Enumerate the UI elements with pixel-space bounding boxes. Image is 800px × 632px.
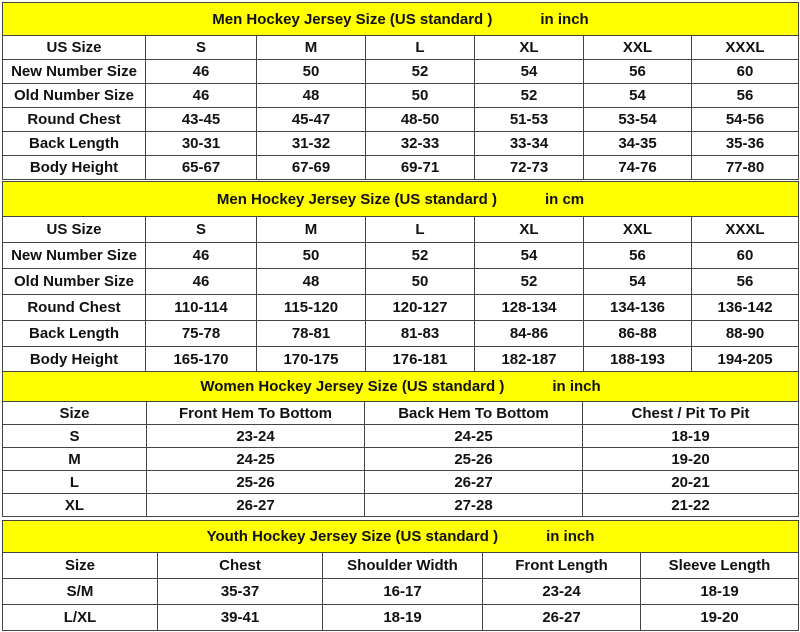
table-cell: 48 [257, 84, 366, 108]
table-cell: 60 [692, 243, 799, 269]
table-row [3, 295, 799, 321]
table-cell: 115-120 [257, 295, 366, 321]
header-row [3, 36, 799, 60]
table-cell: 24-25 [147, 448, 365, 471]
column-header: S [146, 36, 257, 60]
row-label: Old Number Size [3, 269, 146, 295]
table-cell: 52 [475, 269, 584, 295]
table-cell: 20-21 [583, 471, 799, 494]
header-row [3, 553, 799, 579]
table-cell: 69-71 [366, 156, 475, 180]
table-cell: 170-175 [257, 347, 366, 373]
table-cell: 27-28 [365, 494, 583, 517]
column-header: XXXL [692, 36, 799, 60]
table-row [3, 605, 799, 631]
column-header: Size [3, 402, 147, 425]
table-cell: 54 [584, 269, 692, 295]
column-header: XXL [584, 36, 692, 60]
table-cell: 54 [584, 84, 692, 108]
column-header: M [257, 217, 366, 243]
men-inch-table [2, 2, 799, 180]
table-row [3, 494, 799, 517]
table-cell: 18-19 [583, 425, 799, 448]
table-cell: 56 [692, 269, 799, 295]
table-cell: 128-134 [475, 295, 584, 321]
table-cell: 67-69 [257, 156, 366, 180]
column-header: Front Hem To Bottom [147, 402, 365, 425]
column-header: Shoulder Width [323, 553, 483, 579]
table-cell: 46 [146, 84, 257, 108]
table-cell: 52 [366, 60, 475, 84]
row-label: Round Chest [3, 108, 146, 132]
table-cell: 48 [257, 269, 366, 295]
table-cell: 24-25 [365, 425, 583, 448]
table-cell: 50 [366, 269, 475, 295]
row-label: XL [3, 494, 147, 517]
table-cell: 53-54 [584, 108, 692, 132]
column-header: Back Hem To Bottom [365, 402, 583, 425]
table-cell: 54 [475, 243, 584, 269]
table-row [3, 132, 799, 156]
table-cell: 48-50 [366, 108, 475, 132]
table-cell: 43-45 [146, 108, 257, 132]
table-row [3, 448, 799, 471]
women-title: Women Hockey Jersey Size (US standard ) [200, 378, 505, 395]
table-row [3, 108, 799, 132]
table-cell: 56 [584, 60, 692, 84]
table-row [3, 347, 799, 373]
table-cell: 23-24 [483, 579, 641, 605]
women-table [2, 371, 799, 517]
table-cell: 50 [366, 84, 475, 108]
table-row [3, 321, 799, 347]
table-cell: 26-27 [483, 605, 641, 631]
men-cm-title: Men Hockey Jersey Size (US standard ) [216, 190, 497, 208]
table-cell: 54 [475, 60, 584, 84]
column-header: US Size [3, 217, 146, 243]
men-cm-title-cell [3, 182, 799, 217]
table-cell: 84-86 [475, 321, 584, 347]
table-cell: 46 [146, 269, 257, 295]
row-label: Old Number Size [3, 84, 146, 108]
table-cell: 21-22 [583, 494, 799, 517]
column-header: M [257, 36, 366, 60]
table-cell: 39-41 [158, 605, 323, 631]
table-cell: 75-78 [146, 321, 257, 347]
table-cell: 88-90 [692, 321, 799, 347]
table-cell: 19-20 [641, 605, 799, 631]
table-cell: 136-142 [692, 295, 799, 321]
column-header: Sleeve Length [641, 553, 799, 579]
column-header: Size [3, 553, 158, 579]
table-cell: 110-114 [146, 295, 257, 321]
table-cell: 35-36 [692, 132, 799, 156]
row-label: S/M [3, 579, 158, 605]
table-cell: 34-35 [584, 132, 692, 156]
column-header: XXL [584, 217, 692, 243]
table-cell: 86-88 [584, 321, 692, 347]
column-header: XXXL [692, 217, 799, 243]
table-cell: 31-32 [257, 132, 366, 156]
table-cell: 188-193 [584, 347, 692, 373]
table-cell: 16-17 [323, 579, 483, 605]
table-cell: 78-81 [257, 321, 366, 347]
table-cell: 52 [475, 84, 584, 108]
table-cell: 56 [584, 243, 692, 269]
table-cell: 25-26 [147, 471, 365, 494]
header-row [3, 402, 799, 425]
row-label: New Number Size [3, 60, 146, 84]
youth-title-cell [3, 521, 799, 553]
table-cell: 45-47 [257, 108, 366, 132]
row-label: Round Chest [3, 295, 146, 321]
column-header: XL [475, 36, 584, 60]
row-label: Back Length [3, 132, 146, 156]
men-cm-unit: in cm [544, 190, 585, 208]
table-row [3, 425, 799, 448]
youth-table [2, 520, 799, 631]
table-cell: 26-27 [147, 494, 365, 517]
column-header: L [366, 36, 475, 60]
table-cell: 23-24 [147, 425, 365, 448]
men-inch-title: Men Hockey Jersey Size (US standard ) [212, 10, 493, 28]
table-cell: 50 [257, 243, 366, 269]
men-inch-title-cell [3, 3, 799, 36]
table-cell: 81-83 [366, 321, 475, 347]
row-label: L [3, 471, 147, 494]
table-cell: 182-187 [475, 347, 584, 373]
table-cell: 33-34 [475, 132, 584, 156]
row-label: New Number Size [3, 243, 146, 269]
row-label: S [3, 425, 147, 448]
table-cell: 134-136 [584, 295, 692, 321]
row-label: M [3, 448, 147, 471]
table-row [3, 471, 799, 494]
table-row [3, 269, 799, 295]
table-cell: 54-56 [692, 108, 799, 132]
table-cell: 25-26 [365, 448, 583, 471]
table-cell: 30-31 [146, 132, 257, 156]
row-label: Body Height [3, 156, 146, 180]
table-cell: 52 [366, 243, 475, 269]
table-cell: 46 [146, 60, 257, 84]
table-cell: 51-53 [475, 108, 584, 132]
column-header: Front Length [483, 553, 641, 579]
column-header: S [146, 217, 257, 243]
men-cm-table [2, 181, 799, 373]
column-header: L [366, 217, 475, 243]
women-title-cell [3, 372, 799, 402]
table-cell: 165-170 [146, 347, 257, 373]
row-label: Back Length [3, 321, 146, 347]
table-cell: 46 [146, 243, 257, 269]
column-header: Chest / Pit To Pit [583, 402, 799, 425]
header-row [3, 217, 799, 243]
table-cell: 65-67 [146, 156, 257, 180]
table-cell: 18-19 [323, 605, 483, 631]
youth-unit: in inch [546, 528, 595, 545]
table-row [3, 579, 799, 605]
table-row [3, 243, 799, 269]
table-cell: 60 [692, 60, 799, 84]
table-cell: 35-37 [158, 579, 323, 605]
table-row [3, 60, 799, 84]
table-row [3, 84, 799, 108]
table-cell: 194-205 [692, 347, 799, 373]
table-cell: 176-181 [366, 347, 475, 373]
table-cell: 19-20 [583, 448, 799, 471]
column-header: US Size [3, 36, 146, 60]
table-row [3, 156, 799, 180]
table-cell: 56 [692, 84, 799, 108]
row-label: L/XL [3, 605, 158, 631]
table-cell: 50 [257, 60, 366, 84]
table-cell: 74-76 [584, 156, 692, 180]
table-cell: 26-27 [365, 471, 583, 494]
table-cell: 18-19 [641, 579, 799, 605]
table-cell: 32-33 [366, 132, 475, 156]
table-cell: 72-73 [475, 156, 584, 180]
youth-title: Youth Hockey Jersey Size (US standard ) [206, 528, 499, 545]
column-header: Chest [158, 553, 323, 579]
column-header: XL [475, 217, 584, 243]
men-inch-unit: in inch [540, 10, 589, 28]
table-cell: 77-80 [692, 156, 799, 180]
row-label: Body Height [3, 347, 146, 373]
women-unit: in inch [552, 378, 601, 395]
table-cell: 120-127 [366, 295, 475, 321]
